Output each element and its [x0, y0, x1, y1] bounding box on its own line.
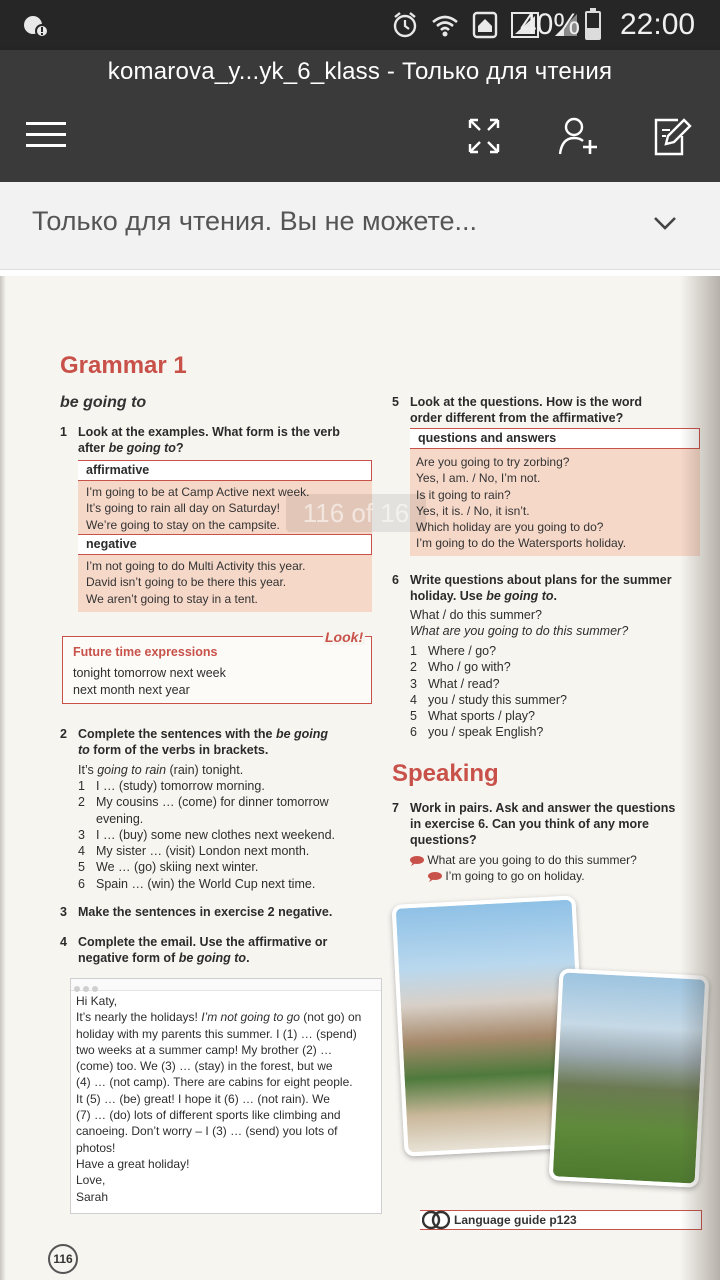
exercise-3-heading: 3 Make the sentences in exercise 2 negative.: [60, 905, 333, 919]
look-tag: Look!: [325, 629, 364, 645]
list-item: 4 you / study this summer?: [410, 692, 567, 707]
document-page[interactable]: [0, 276, 720, 1280]
document-title: komarova_y...yk_6_klass - Только для чтения: [107, 58, 613, 85]
add-user-icon[interactable]: [556, 114, 600, 158]
affirmative-box: [78, 460, 372, 612]
exercise-2-example: It’s going to rain (rain) tonight.: [78, 763, 244, 777]
app-bar: [0, 50, 720, 182]
list-item: evening.: [96, 811, 144, 826]
negative-label: negative: [78, 534, 372, 555]
list-item: 4 My sister … (visit) London next month.: [78, 844, 310, 859]
speech-bubble-icon: [410, 856, 424, 866]
questions-answers-label: questions and answers: [410, 428, 700, 449]
list-item: 3 What / read?: [410, 676, 500, 691]
affirmative-label: affirmative: [78, 460, 372, 481]
look-line-2: next month next year: [73, 683, 190, 697]
menu-icon[interactable]: [26, 122, 66, 148]
exercise-2-list: [78, 778, 378, 892]
chevron-down-icon[interactable]: [652, 214, 678, 232]
exercise-6-example-answer: What are you going to do this summer?: [410, 624, 629, 638]
exercise-7-heading: 7 Work in pairs. Ask and answer the questions in exercise 6. Can you think of any more questions?: [392, 801, 676, 847]
speech-bubble-icon: [428, 872, 442, 882]
list-item: 5 We … (go) skiing next winter.: [78, 860, 259, 875]
speaking-title: Speaking: [392, 760, 499, 787]
exercise-5-heading: 5 Look at the questions. How is the word order different from the affirmative?: [392, 395, 642, 425]
page-indicator: 116 of 16: [286, 494, 426, 532]
language-guide-link: Language guide p123: [420, 1210, 702, 1230]
list-item: 5 What sports / play?: [410, 709, 535, 724]
speech-bubble-2: I’m going to go on holiday.: [428, 868, 585, 884]
wifi-icon: [430, 11, 460, 39]
exercise-6-list: [410, 643, 710, 741]
exercise-6-heading: 6 Write questions about plans for the summer holiday. Use be going to.: [392, 573, 672, 603]
grammar-subtitle: be going to: [60, 394, 147, 411]
negative-examples: I’m not going to do Multi Activity this year. David isn’t going to be there this year. We aren’t going to stay in a tent.: [86, 559, 306, 606]
grammar-title: Grammar 1: [60, 352, 187, 379]
banner-text: Только для чтения. Вы не можете...: [32, 206, 478, 236]
questions-answers-box: [410, 428, 700, 556]
language-guide-icon: [422, 1209, 450, 1231]
battery-icon: [585, 11, 601, 40]
email-titlebar: [71, 979, 381, 991]
look-title: Future time expressions: [73, 645, 218, 659]
affirmative-examples: I’m going to be at Camp Active next week. It’s going to rain all day on Saturday! We’re going to stay on the campsite.: [86, 485, 310, 532]
page-number: 116: [48, 1244, 78, 1274]
list-item: 1 Where / go?: [410, 644, 497, 658]
fullscreen-icon[interactable]: [462, 114, 506, 158]
list-item: 6 Spain … (win) the World Cup next time.: [78, 876, 316, 891]
list-item: 2 Who / go with?: [410, 660, 511, 675]
list-item: 1 I … (study) tomorrow morning.: [78, 779, 265, 793]
status-bar: [0, 0, 720, 50]
battery-percent: 40%: [520, 8, 581, 41]
questions-answers-examples: Are you going to try zorbing? Yes, I am. / No, I’m not. Is it going to rain? Yes, it is. / No, it isn’t. Which holiday are you going to do? I’m going to do the Watersports holiday.: [416, 455, 627, 551]
clock: 22:00: [620, 8, 696, 41]
exercise-6-example-question: What / do this summer?: [410, 608, 542, 622]
home-icon: [472, 11, 498, 39]
notification-icon: [22, 12, 50, 40]
read-only-banner[interactable]: [0, 182, 720, 270]
email-body: Hi Katy, It’s nearly the holidays! I’m not going to go (not go) on holiday with my parents this summer. I (1) … (spend) two weeks at a summer camp! My brother (2) … (come) too. We (3) … (stay) in the forest, but we (4) … (not camp). There are cabins for eight people. It (5) … (be) great! I hope it (6) … (not rain). We (7) … (do) lots of different sports like climbing and canoeing. Don’t worry – I (3) … (send) you lots of photos! Have a great holiday! Love, Sarah: [76, 994, 362, 1204]
list-item: 2 My cousins … (come) for dinner tomorrow: [78, 795, 329, 810]
edit-icon[interactable]: [648, 114, 692, 158]
exercise-4-heading: 4 Complete the email. Use the affirmative or negative form of be going to.: [60, 935, 328, 965]
exercise-2-heading: 2 Complete the sentences with the be going to form of the verbs in brackets.: [60, 727, 329, 757]
email-window: [70, 978, 382, 1214]
look-line-1: tonight tomorrow next week: [73, 666, 226, 680]
speech-bubble-1: What are you going to do this summer?: [410, 852, 637, 868]
list-item: 3 I … (buy) some new clothes next weekend.: [78, 827, 336, 842]
alarm-icon: [392, 11, 418, 39]
exercise-1-heading: 1 Look at the examples. What form is the verb after be going to?: [60, 425, 340, 455]
list-item: 6 you / speak English?: [410, 725, 544, 740]
look-box: [62, 629, 372, 704]
